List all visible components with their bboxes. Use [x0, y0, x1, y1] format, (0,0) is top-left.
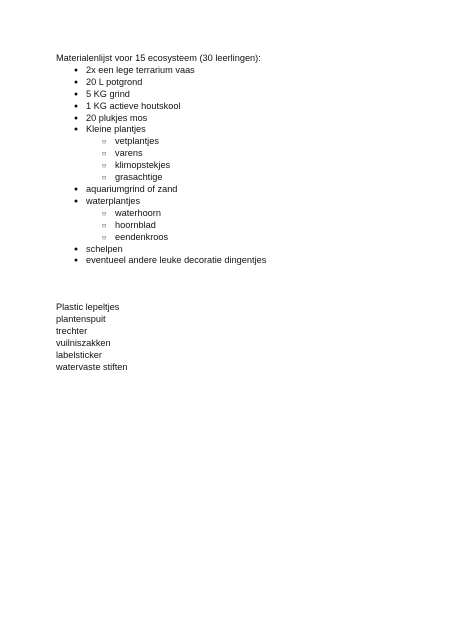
list-item	[56, 101, 436, 113]
extra-list-item: plantenspuit	[56, 314, 106, 325]
sub-list-item-label: vetplantjes	[115, 136, 159, 147]
sub-list-item-label: klimopstekjes	[115, 160, 171, 171]
list-title: Materialenlijst voor 15 ecosysteem (30 leerlingen):	[56, 53, 261, 63]
sub-list-item	[56, 232, 436, 244]
waterplantjes-sublist	[86, 208, 436, 244]
list-item	[56, 196, 436, 244]
extra-list-item: vuilniszakken	[56, 338, 111, 349]
bullet-icon: ●	[73, 66, 79, 74]
circle-bullet-icon: ○	[101, 220, 107, 230]
sub-list-item-label: waterhoorn	[115, 207, 161, 218]
document-content	[56, 53, 436, 374]
sub-list-item-label: varens	[115, 148, 143, 159]
bullet-icon: ●	[73, 185, 79, 193]
list-item	[56, 77, 436, 89]
list-item-label: 20 plukjes mos	[86, 112, 148, 123]
sub-list-item	[56, 208, 436, 220]
bullet-icon: ●	[73, 102, 79, 110]
section-spacer	[56, 267, 436, 302]
sub-list-item	[56, 148, 436, 160]
circle-bullet-icon: ○	[101, 232, 107, 242]
list-item	[56, 124, 436, 184]
kleine-plantjes-sublist	[86, 136, 436, 184]
list-item-label: Kleine plantjes	[86, 124, 146, 135]
sub-list-item	[56, 172, 436, 184]
bullet-icon: ●	[73, 245, 79, 253]
extra-list-item: Plastic lepeltjes	[56, 302, 120, 313]
list-item-label: 5 KG grind	[86, 88, 130, 99]
sub-list-item	[56, 160, 436, 172]
list-item-label: 20 L potgrond	[86, 76, 143, 87]
circle-bullet-icon: ○	[101, 161, 107, 171]
circle-bullet-icon: ○	[101, 149, 107, 159]
sub-list-item-label: grasachtige	[115, 172, 163, 183]
list-item-label: waterplantjes	[86, 195, 141, 206]
bullet-icon: ●	[73, 90, 79, 98]
sub-list-item-label: eendenkroos	[115, 231, 169, 242]
bullet-icon: ●	[73, 126, 79, 134]
list-item	[56, 255, 436, 267]
list-item	[56, 184, 436, 196]
materials-list	[56, 65, 436, 267]
sub-list-item	[56, 136, 436, 148]
list-item-label: 2x een lege terrarium vaas	[86, 64, 195, 75]
circle-bullet-icon: ○	[101, 173, 107, 183]
bullet-icon: ●	[73, 78, 79, 86]
bullet-icon: ●	[73, 114, 79, 122]
extra-list-item: trechter	[56, 326, 88, 337]
extra-list-item: watervaste stiften	[56, 361, 128, 372]
bullet-icon: ●	[73, 197, 79, 205]
sub-list-item-label: hoornblad	[115, 219, 156, 230]
list-item-label: schelpen	[86, 243, 123, 254]
list-item-label: 1 KG actieve houtskool	[86, 100, 181, 111]
extra-list-item: labelsticker	[56, 349, 102, 360]
sub-list-item	[56, 220, 436, 232]
list-item	[56, 244, 436, 256]
bullet-icon: ●	[73, 257, 79, 265]
extra-materials-list	[56, 302, 436, 373]
list-item-label: aquariumgrind of zand	[86, 183, 178, 194]
list-item	[56, 89, 436, 101]
circle-bullet-icon: ○	[101, 208, 107, 218]
circle-bullet-icon: ○	[101, 137, 107, 147]
list-item-label: eventueel andere leuke decoratie dingentjes	[86, 255, 267, 266]
list-item	[56, 113, 436, 125]
list-item	[56, 65, 436, 77]
